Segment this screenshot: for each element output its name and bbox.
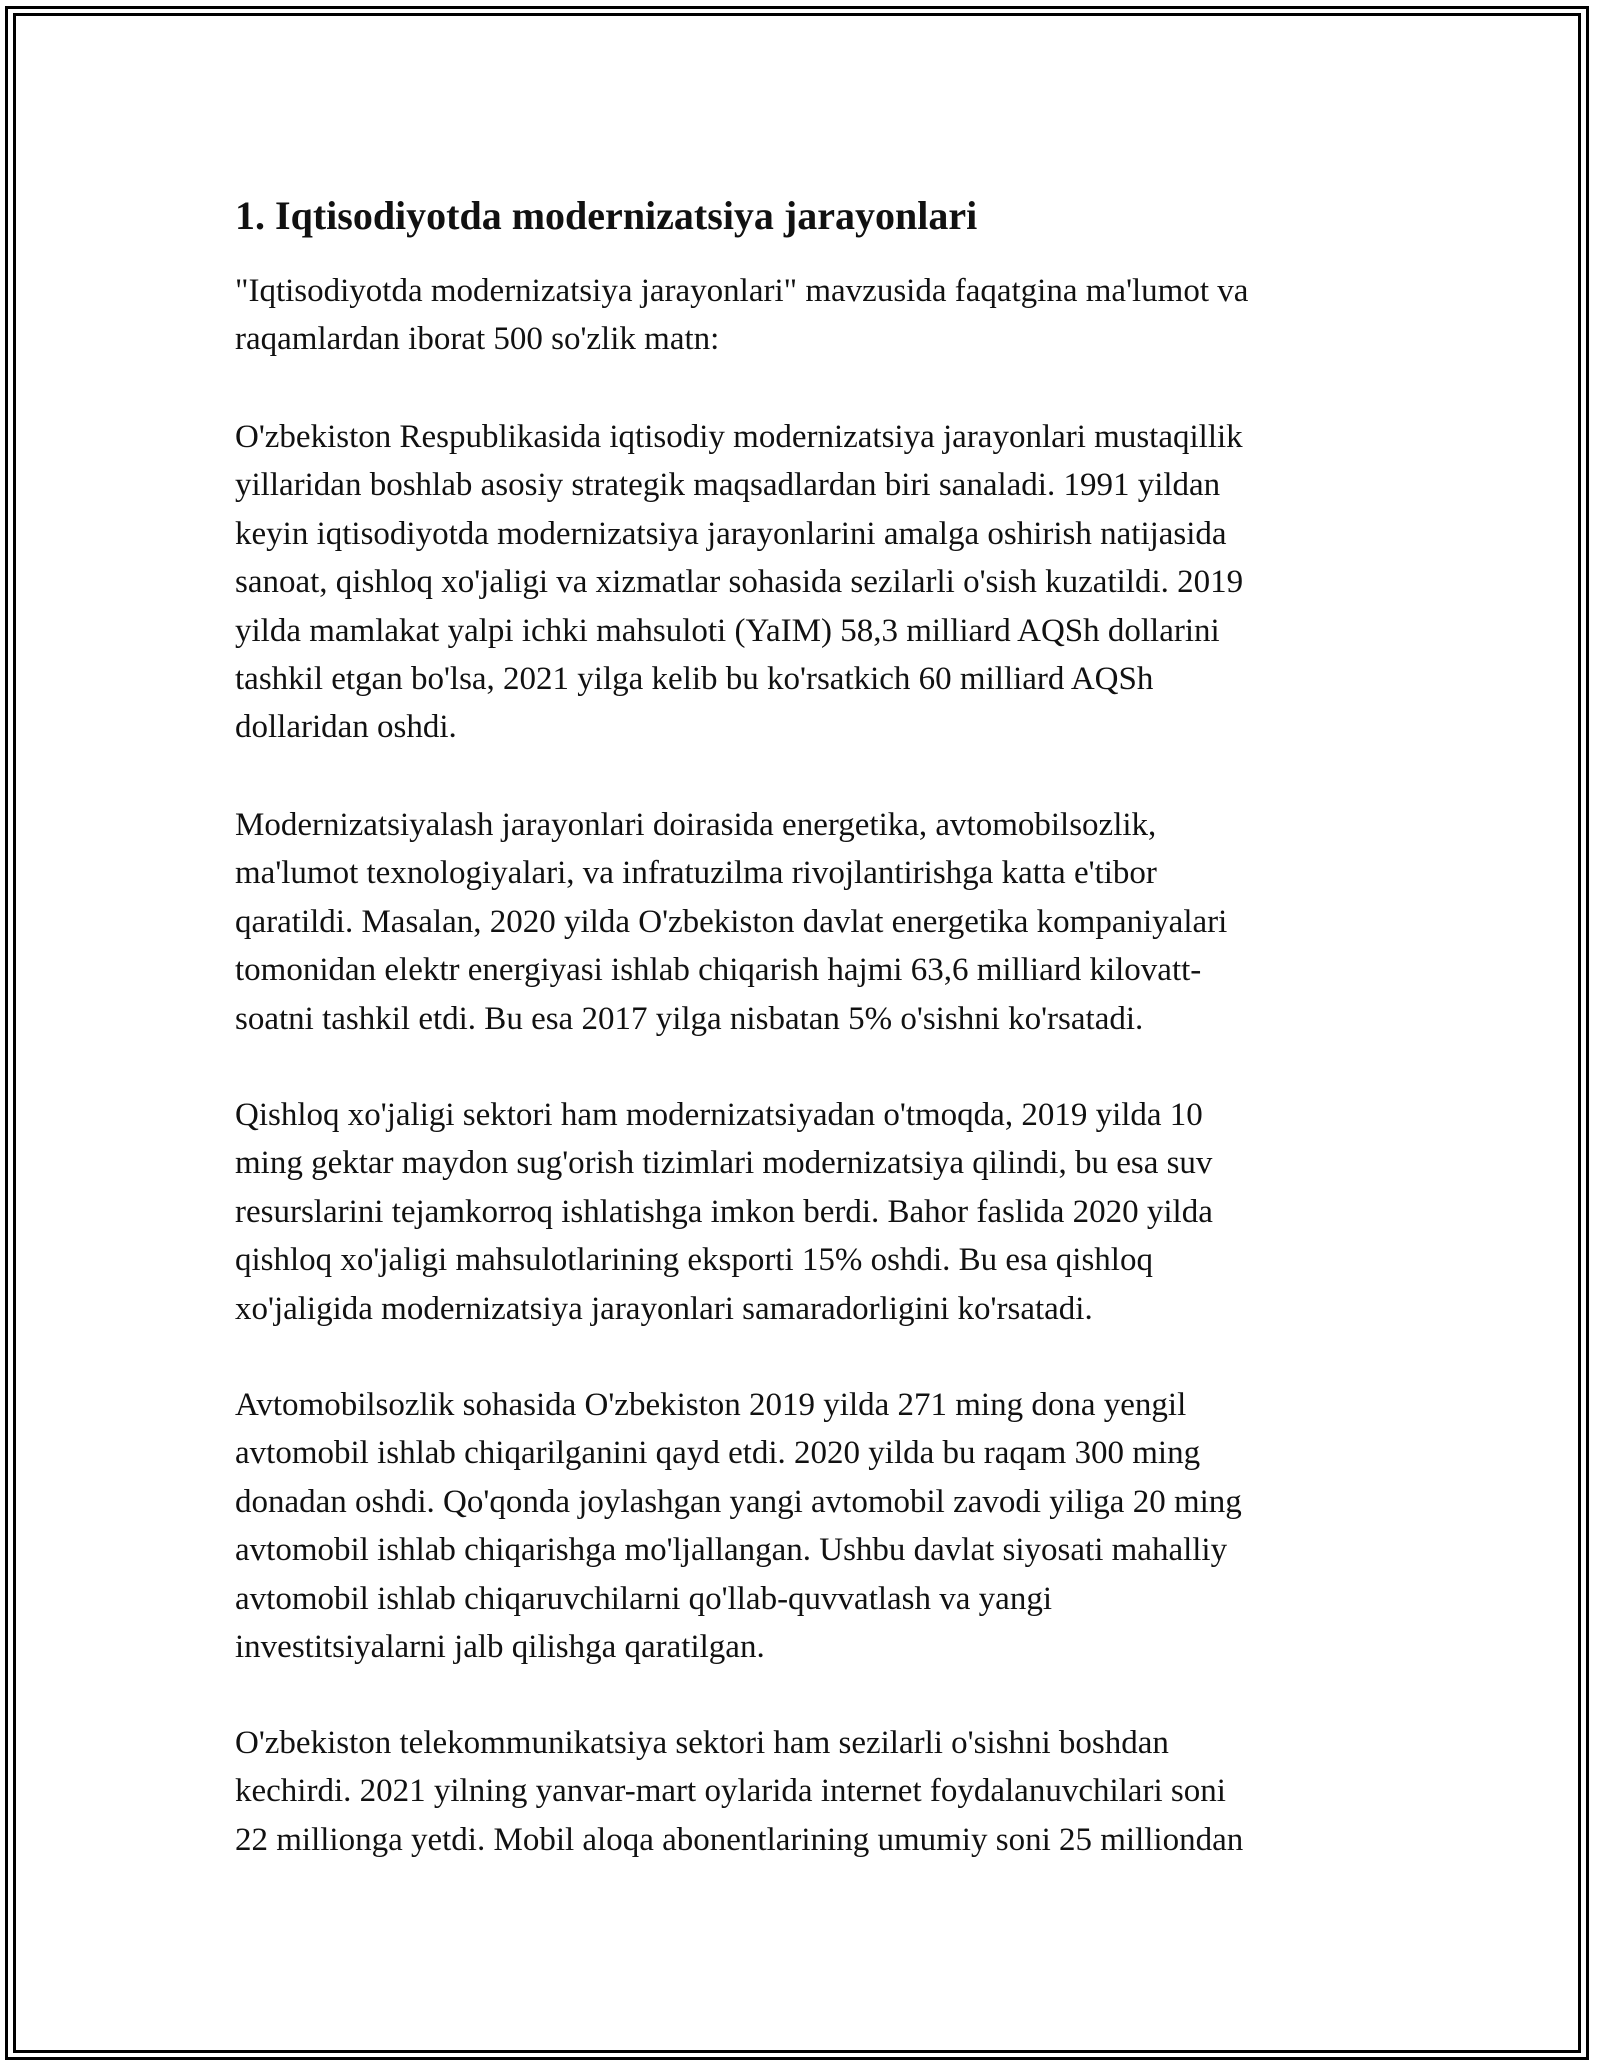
paragraph-gdp: O'zbekiston Respublikasida iqtisodiy modernizatsiya jarayonlari mustaqillik yillaridan boshlab asosiy strategik maqsadlardan biri sanaladi. 1991 yildan keyin iqtisodiyotda modernizatsiya jarayonlarini amalga oshirish natijasida sanoat, qishloq xo'jaligi va xizmatlar sohasida sezilarli o'sish kuzatildi. 2019 yilda mamlakat yalpi ichki mahsuloti (YaIM) 58,3 milliard AQSh dollarini tashkil etgan bo'lsa, 2021 yilga kelib bu ko'rsatkich 60 milliard AQSh dollaridan oshdi. [235, 419, 1244, 746]
paragraph-energy: Modernizatsiyalash jarayonlari doirasida energetika, avtomobilsozlik, ma'lumot texnologiyalari, va infratuzilma rivojlantirishga katta e'tibor qaratildi. Masalan, 2020 yilda O'zbekiston davlat energetika kompaniyalari tomonidan elektr energiyasi ishlab chiqarish hajmi 63,6 milliard kilovatt- soatni tashkil etdi. Bu esa 2017 yilga nisbatan 5% o'sishni ko'rsatadi. [235, 807, 1228, 1037]
document-title: 1. Iqtisodiyotda modernizatsiya jarayonlari [235, 193, 978, 238]
paragraph-agriculture: Qishloq xo'jaligi sektori ham modernizatsiyadan o'tmoqda, 2019 yilda 10 ming gektar maydon sug'orish tizimlari modernizatsiya qilindi, bu esa suv resurslarini tejamkorroq ishlatishga imkon berdi. Bahor faslida 2020 yilda qishloq xo'jaligi mahsulotlarining eksporti 15% oshdi. Bu esa qishloq xo'jaligida modernizatsiya jarayonlari samaradorligini ko'rsatadi. [235, 1097, 1213, 1327]
intro-paragraph: "Iqtisodiyotda modernizatsiya jarayonlari" mavzusida faqatgina ma'lumot va raqamlardan iborat 500 so'zlik matn: [235, 273, 1249, 358]
paragraph-telecom: O'zbekiston telekommunikatsiya sektori ham sezilarli o'sishni boshdan kechirdi. 2021 yilning yanvar-mart oylarida internet foydalanuvchilari soni 22 millionga yetdi. Mobil aloqa abonentlarining umumiy soni 25 milliondan [235, 1725, 1244, 1858]
paragraph-automotive: Avtomobilsozlik sohasida O'zbekiston 2019 yilda 271 ming dona yengil avtomobil ishlab chiqarilganini qayd etdi. 2020 yilda bu raqam 300 ming donadan oshdi. Qo'qonda joylashgan yangi avtomobil zavodi yiliga 20 ming avtomobil ishlab chiqarishga mo'ljallangan. Ushbu davlat siyosati mahalliy avtomobil ishlab chiqaruvchilarni qo'llab-quvvatlash va yangi investitsiyalarni jalb qilishga qaratilgan. [235, 1387, 1242, 1666]
